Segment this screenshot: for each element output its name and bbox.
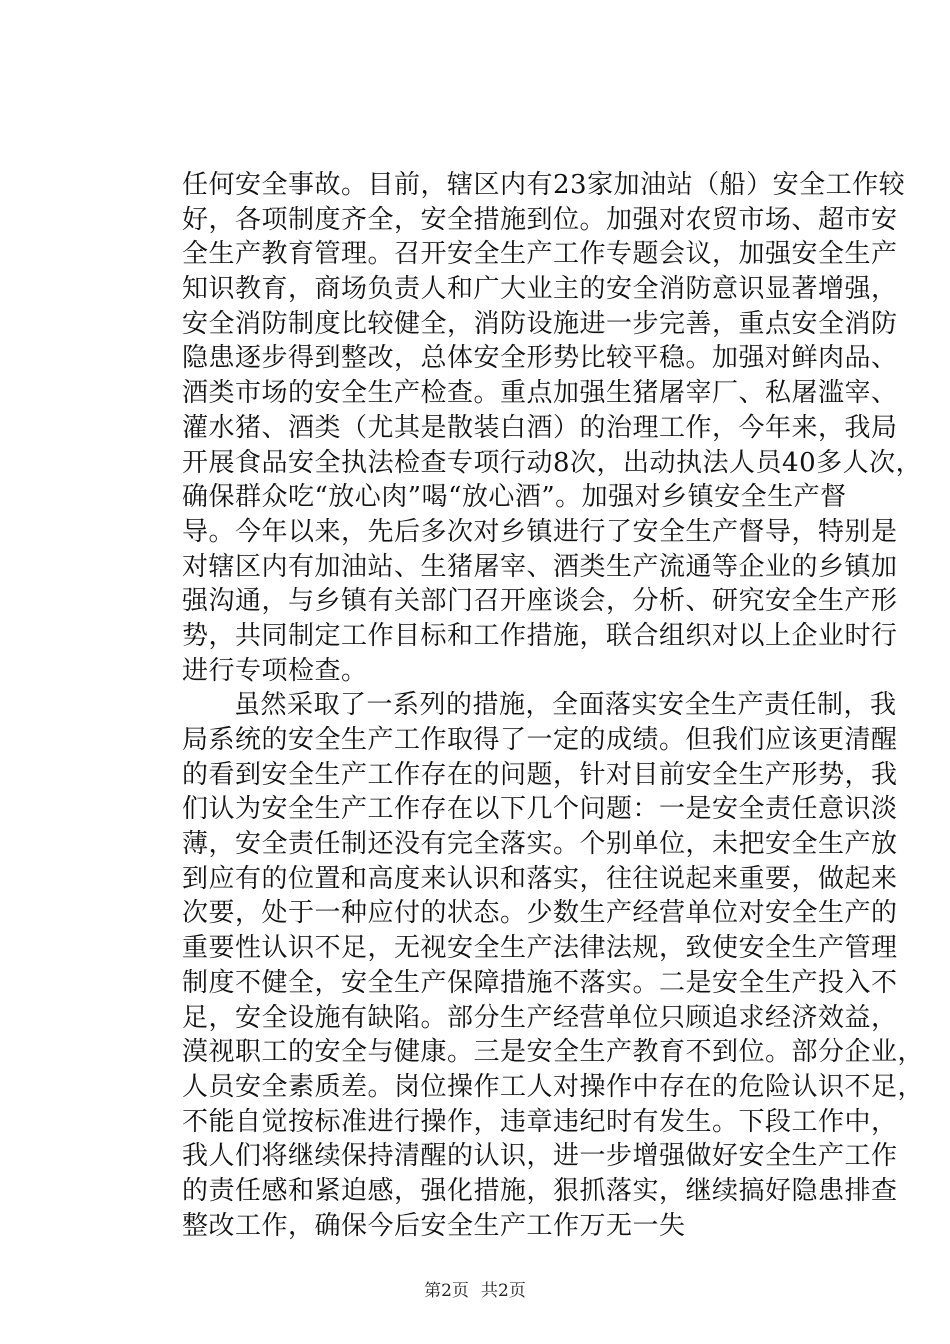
text-line: 安全消防制度比较健全，消防设施进一步完善，重点安全消防 bbox=[182, 308, 898, 339]
text-line: 确保群众吃“放心肉”喝“放心酒”。加强对乡镇安全生产督 bbox=[182, 482, 847, 513]
text-line: 漠视职工的安全与健康。三是安全生产教育不到位。部分企业， bbox=[182, 1037, 925, 1068]
text-line: 到应有的位置和高度来认识和落实，往往说起来重要，做起来 bbox=[182, 863, 898, 894]
document-body bbox=[182, 168, 925, 1243]
text-line: 开展食品安全执法检查专项行动8次，出动执法人员40多人次， bbox=[182, 447, 923, 478]
text-line: 全生产教育管理。召开安全生产工作专题会议，加强安全生产 bbox=[182, 239, 898, 270]
page-footer bbox=[0, 1276, 950, 1301]
text-line: 知识教育，商场负责人和广大业主的安全消防意识显著增强， bbox=[182, 274, 898, 305]
text-line: 任何安全事故。目前，辖区内有23家加油站（船）安全工作较 bbox=[182, 170, 906, 200]
text-line: 薄，安全责任制还没有完全落实。个别单位，未把安全生产放 bbox=[182, 829, 898, 860]
text-line: 好，各项制度齐全，安全措施到位。加强对农贸市场、超市安 bbox=[182, 204, 898, 235]
text-line: 人员安全素质差。岗位操作工人对操作中存在的危险认识不足， bbox=[182, 1071, 925, 1102]
text-line-indented: 虽然采取了一系列的措施，全面落实安全生产责任制，我 bbox=[234, 690, 897, 721]
text-line: 局系统的安全生产工作取得了一定的成绩。但我们应该更清醒 bbox=[182, 725, 898, 755]
text-line: 重要性认识不足，无视安全生产法律法规，致使安全生产管理 bbox=[182, 933, 898, 964]
text-line: 的看到安全生产工作存在的问题，针对目前安全生产形势，我 bbox=[182, 759, 898, 790]
text-line: 强沟通，与乡镇有关部门召开座谈会，分析、研究安全生产形 bbox=[182, 586, 898, 617]
paragraph-2 bbox=[182, 688, 925, 1243]
text-line: 隐患逐步得到整改，总体安全形势比较平稳。加强对鲜肉品、 bbox=[182, 343, 898, 374]
text-line: 灌水猪、酒类（尤其是散装白酒）的治理工作，今年来，我局 bbox=[182, 412, 898, 443]
page-total: 共2页 bbox=[481, 1281, 526, 1301]
text-line: 整改工作，确保今后安全生产工作万无一失 bbox=[182, 1210, 686, 1241]
page-number: 第2页 bbox=[424, 1281, 469, 1301]
text-line: 次要，处于一种应付的状态。少数生产经营单位对安全生产的 bbox=[182, 898, 898, 929]
text-line: 对辖区内有加油站、生猪屠宰、酒类生产流通等企业的乡镇加 bbox=[182, 551, 898, 582]
paragraph-1 bbox=[182, 168, 923, 688]
text-line: 制度不健全，安全生产保障措施不落实。二是安全生产投入不 bbox=[182, 967, 898, 998]
text-line: 酒类市场的安全生产检查。重点加强生猪屠宰厂、私屠滥宰、 bbox=[182, 378, 898, 409]
text-line: 导。今年以来，先后多次对乡镇进行了安全生产督导，特别是 bbox=[182, 516, 898, 547]
text-line: 我人们将继续保持清醒的认识，进一步增强做好安全生产工作 bbox=[182, 1141, 898, 1172]
text-line: 足，安全设施有缺陷。部分生产经营单位只顾追求经济效益， bbox=[182, 1002, 898, 1033]
text-line: 的责任感和紧迫感，强化措施，狠抓落实，继续搞好隐患排查 bbox=[182, 1175, 898, 1206]
text-line: 进行专项检查。 bbox=[182, 655, 368, 686]
text-line: 势，共同制定工作目标和工作措施，联合组织对以上企业时行 bbox=[182, 620, 898, 651]
text-line: 不能自觉按标准进行操作，违章违纪时有发生。下段工作中， bbox=[182, 1106, 898, 1137]
text-line: 们认为安全生产工作存在以下几个问题：一是安全责任意识淡 bbox=[182, 794, 898, 825]
